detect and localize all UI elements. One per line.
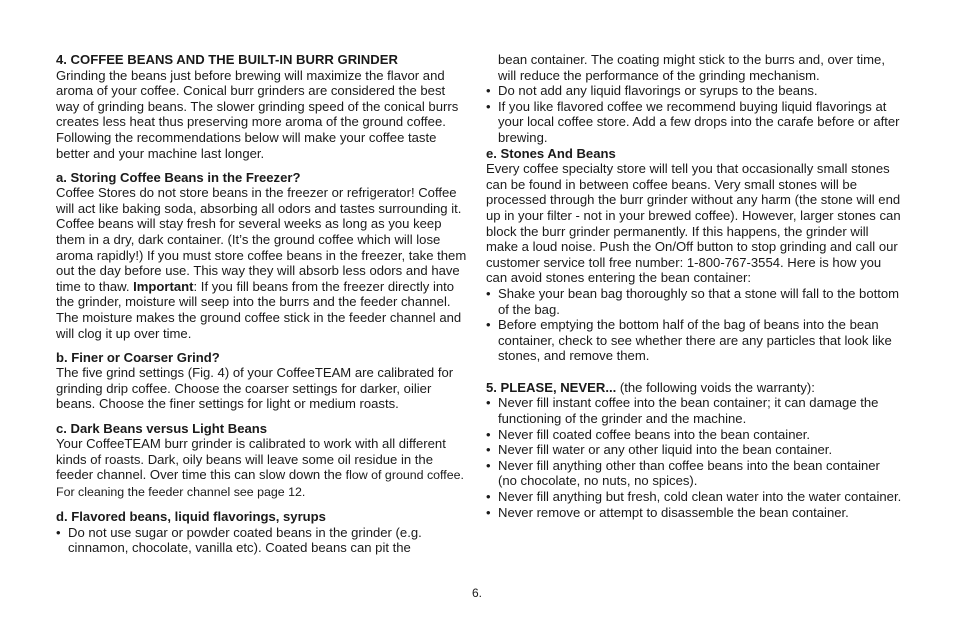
subsection-c-small: flow of ground coffee. For cleaning the feeder channel see page 12.: [56, 468, 464, 499]
bullet-icon: •: [486, 489, 491, 505]
section-5-list: [486, 395, 902, 520]
section-spacer: [486, 364, 902, 380]
list-item: [486, 83, 902, 99]
page-number: 6.: [471, 586, 482, 600]
subsection-a: [56, 170, 472, 342]
list-item-text: Do not use sugar or powder coated beans in the grinder (e.g. cinnamon, chocolate, vanilla etc). Coated beans can pit the: [68, 524, 422, 556]
list-item-text: Do not add any liquid flavorings or syrups to the beans.: [498, 83, 818, 99]
subsection-d-continued: bean container. The coating might stick to the burrs and, over time, will reduce the performance of the grinding mechanism.: [498, 52, 885, 83]
list-item-text: Never remove or attempt to disassemble the bean container.: [498, 504, 849, 520]
subsection-c-body: Your CoffeeTEAM burr grinder is calibrated to work with all different kinds of roasts. Dark, oily beans will leave some oil residue in the feeder channel. Over time this can slow down the: [56, 436, 446, 483]
bullet-icon: •: [486, 442, 491, 458]
important-label: Important: [133, 278, 194, 294]
section-5-title: 5. PLEASE, NEVER...: [486, 379, 617, 395]
list-item: [486, 317, 902, 364]
subsection-e: [486, 146, 902, 364]
section-4-intro: Grinding the beans just before brewing will maximize the flavor and aroma of your coffee. Conical burr grinders are considered the best way of grinding beans. The slower grinding speed of the conical burrs creates less heat thus preserving more aroma of the ground coffee. Following the recommendations below will make your coffee taste better and your machine last longer.: [56, 67, 459, 161]
list-item: [486, 395, 902, 426]
list-item: [486, 489, 902, 505]
subsection-a-body: Coffee Stores do not store beans in the freezer or refrigerator! Coffee will act like baking soda, absorbing all odors and tastes surrounding it. Coffee beans will stay fresh for several weeks as long as you keep them in a dry, dark container. (It’s the ground coffee which will lose aroma rapidly!) If you must store coffee beans in the freezer, take them out the day before use. This way they will absorb less odors and have time to thaw.: [56, 185, 467, 294]
bullet-icon: •: [486, 83, 491, 99]
list-item-text: Shake your bean bag thoroughly so that a stone will fall to the bottom of the bag.: [498, 285, 900, 317]
section-5: [486, 380, 902, 520]
subsection-b: [56, 350, 472, 412]
list-item-text: Never fill anything other than coffee beans into the bean container (no chocolate, no nuts, no spices).: [498, 457, 880, 489]
list-item: [486, 99, 902, 146]
subsection-c-title: c. Dark Beans versus Light Beans: [56, 420, 268, 436]
bullet-icon: •: [486, 504, 491, 520]
subsection-b-text: The five grind settings (Fig. 4) of your CoffeeTEAM are calibrated for grinding drip coffee. Choose the coarser settings for darker, oilier beans. Choose the finer settings for light or medium roasts.: [56, 365, 454, 412]
subsection-c-text: [56, 436, 472, 500]
list-item: [486, 286, 902, 317]
list-item-text: Never fill coated coffee beans into the bean container.: [498, 426, 811, 442]
bullet-icon: •: [56, 524, 61, 540]
list-item-text: Never fill water or any other liquid into the bean container.: [498, 442, 833, 458]
subsection-a-text: [56, 185, 472, 341]
bullet-icon: •: [486, 317, 491, 333]
subsection-a-title: a. Storing Coffee Beans in the Freezer?: [56, 169, 301, 185]
important-text: : If you fill beans from the freezer directly into the grinder, moisture will seep into the burrs and the feeder channel. The moisture makes the ground coffee stick in the feeder channel and will clog it up over time.: [56, 278, 462, 341]
subsection-d-list-continued: [486, 83, 902, 145]
list-item-text: Never fill anything but fresh, cold clean water into the water container.: [498, 489, 902, 505]
list-item: [56, 525, 472, 556]
subsection-e-text: Every coffee specialty store will tell you that occasionally small stones can be found in between coffee beans. Very small stones will be processed through the burr grinder without any harm (the stone will end up in your filter - not in your brewed coffee). However, larger stones can block the burr grinder permanently. If this happens, the grinder will make a loud noise. Push the On/Off button to stop grinding and call our customer service toll free number: 1-800-767-3554. Here is how you can avoid stones entering the bean container:: [486, 161, 901, 286]
subsection-c: [56, 421, 472, 501]
subsection-d: [56, 509, 472, 556]
left-column: [56, 52, 472, 556]
list-item: [486, 442, 902, 458]
right-column: [486, 52, 902, 520]
list-item: [486, 458, 902, 489]
bullet-icon: •: [486, 457, 491, 473]
bullet-icon: •: [486, 285, 491, 301]
bullet-icon: •: [486, 395, 491, 411]
list-item-text: If you like flavored coffee we recommend buying liquid flavorings at your local coffee store. Add a few drops into the carafe before or after brewing.: [498, 98, 900, 145]
subsection-d-list: [56, 525, 472, 556]
subsection-e-list: [486, 286, 902, 364]
section-5-heading: [486, 380, 902, 396]
list-item-text: Before emptying the bottom half of the bag of beans into the bean container, check to see whether there are any particles that look like stones, and remove them.: [498, 317, 892, 364]
section-5-title-rest: (the following voids the warranty):: [616, 379, 815, 395]
subsection-d-title: d. Flavored beans, liquid flavorings, syrups: [56, 509, 326, 525]
subsection-b-title: b. Finer or Coarser Grind?: [56, 349, 220, 365]
list-item-text: Never fill instant coffee into the bean container; it can damage the functioning of the grinder and the machine.: [498, 395, 879, 427]
list-item: [486, 505, 902, 521]
section-4-heading: 4. COFFEE BEANS AND THE BUILT-IN BURR GRINDER: [56, 52, 398, 67]
subsection-e-title: e. Stones And Beans: [486, 145, 616, 161]
bullet-icon: •: [486, 98, 491, 114]
list-item: [486, 427, 902, 443]
bullet-icon: •: [486, 426, 491, 442]
